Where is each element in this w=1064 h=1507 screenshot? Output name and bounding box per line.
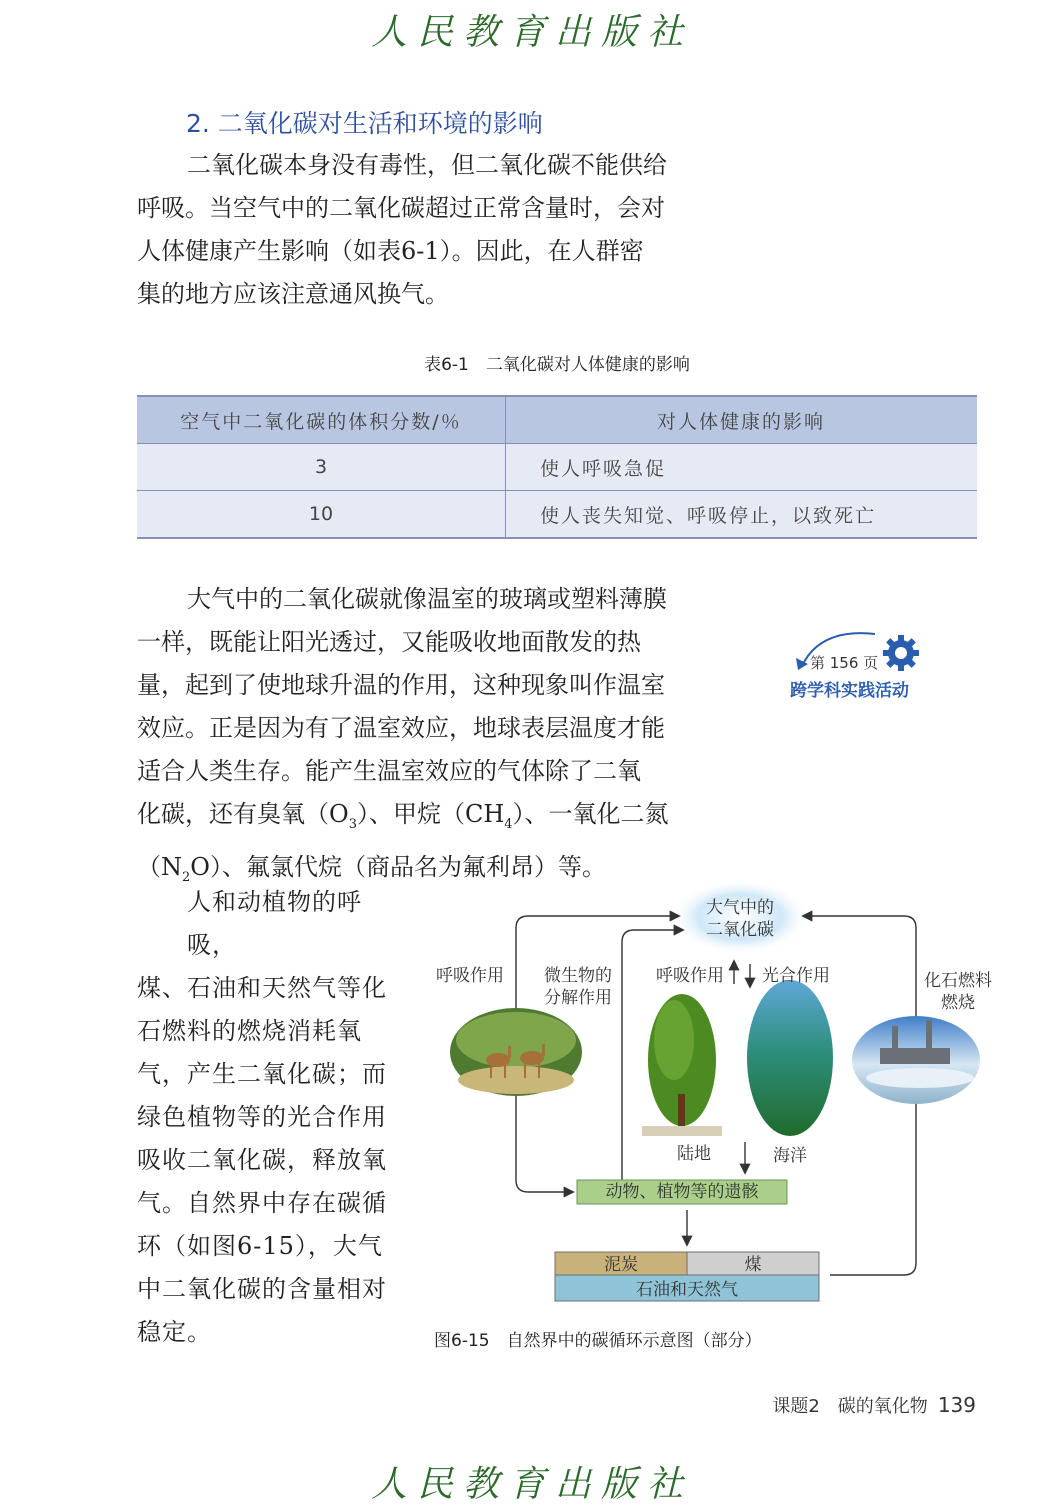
para3-line: 稳定。 xyxy=(137,1318,212,1346)
para2-line-6: 化碳，还有臭氧$(O_3)$、甲烷$(CH_4)$、一氧化二氮 xyxy=(137,800,669,832)
paragraph-2 xyxy=(137,578,697,899)
table-header-row xyxy=(137,396,977,444)
para1-line: 二氧化碳本身没有毒性，但二氧化碳不能供给 xyxy=(187,151,667,179)
para3-line: 气，产生二氧化碳；而 xyxy=(137,1060,387,1088)
table-cell: 使人丧失知觉、呼吸停止，以致死亡 xyxy=(506,491,978,539)
ocean-image xyxy=(747,980,833,1136)
paragraph-1 xyxy=(137,144,697,316)
para3-line: 中二氧化碳的含量相对 xyxy=(137,1275,387,1303)
para3-line: 绿色植物等的光合作用 xyxy=(137,1103,387,1131)
label-oil-gas: 石油和天然气 xyxy=(636,1280,738,1300)
para2-line-7: $(N_2O)$、氟氯代烷（商品名为氟利昂）等。 xyxy=(137,852,606,885)
table-header-cell: 空气中二氧化碳的体积分数/％ xyxy=(137,396,506,444)
label-land: 陆地 xyxy=(677,1144,711,1164)
publisher-watermark-bottom: 人民教育出版社 xyxy=(370,1464,693,1505)
para2-line: 适合人类生存。能产生温室效应的气体除了二氧 xyxy=(137,757,641,785)
para3-line: 石燃料的燃烧消耗氧 xyxy=(137,1017,362,1045)
para2-line: 大气中的二氧化碳就像温室的玻璃或塑料薄膜 xyxy=(187,585,667,613)
table-cell: 使人呼吸急促 xyxy=(506,444,978,491)
gear-icon xyxy=(883,635,919,671)
para1-line: 人体健康产生影响（如表6-1）。因此，在人群密 xyxy=(137,237,644,265)
para2-line: 效应。正是因为有了温室效应，地球表层温度才能 xyxy=(137,714,665,742)
cross-ref-page[interactable]: 第 156 页 xyxy=(810,654,879,672)
para2-line: 一样，既能让阳光透过，又能吸收地面散发的热 xyxy=(137,628,641,656)
paragraph-3 xyxy=(137,881,407,1354)
label-remains: 动物、植物等的遗骸 xyxy=(605,1182,759,1202)
table-row xyxy=(137,444,977,491)
label-microbe-decomposition: 微生物的 分解作用 xyxy=(544,966,612,1008)
label-peat: 泥炭 xyxy=(604,1255,638,1275)
page-number: 139 xyxy=(937,1393,976,1417)
para2-line: 量，起到了使地球升温的作用，这种现象叫作温室 xyxy=(137,671,665,699)
label-ocean: 海洋 xyxy=(773,1146,807,1166)
label-respiration-mid: 呼吸作用 xyxy=(656,966,724,986)
para1-line: 集的地方应该注意通风换气。 xyxy=(137,280,449,308)
label-atmosphere: 大气中的 二氧化碳 xyxy=(706,898,774,940)
para1-line: 呼吸。当空气中的二氧化碳超过正常含量时，会对 xyxy=(137,194,665,222)
factory-image xyxy=(852,1016,980,1104)
label-photosynthesis: 光合作用 xyxy=(762,966,830,986)
page-footer xyxy=(772,1392,976,1418)
table-caption: 表6-1 二氧化碳对人体健康的影响 xyxy=(424,355,690,375)
co2-health-table xyxy=(137,395,977,539)
table-row xyxy=(137,491,977,539)
arrow-animals-to-remains xyxy=(516,1085,572,1192)
deer-image xyxy=(450,1008,582,1096)
label-coal: 煤 xyxy=(744,1255,762,1275)
cross-ref-title[interactable]: 跨学科实践活动 xyxy=(790,681,909,701)
footer-chapter: 课题2 碳的氧化物 xyxy=(772,1396,928,1417)
para3-line: 气。自然界中存在碳循 xyxy=(137,1189,387,1217)
tree-image xyxy=(642,994,722,1136)
label-respiration-left: 呼吸作用 xyxy=(436,966,504,986)
para3-line: 吸收二氧化碳，释放氧 xyxy=(137,1146,387,1174)
table-cell: 3 xyxy=(137,444,506,491)
publisher-watermark-top: 人民教育出版社 xyxy=(370,12,693,53)
table-header-cell: 对人体健康的影响 xyxy=(506,396,978,444)
para3-line: 环（如图6-15），大气 xyxy=(137,1232,383,1260)
table-cell: 10 xyxy=(137,491,506,539)
section-heading: 2. 二氧化碳对生活和环境的影响 xyxy=(186,109,543,138)
para3-line: 人和动植物的呼吸， xyxy=(187,888,362,959)
label-fossil-burning: 化石燃料 燃烧 xyxy=(924,971,992,1013)
para3-line: 煤、石油和天然气等化 xyxy=(137,974,387,1002)
figure-caption: 图6-15 自然界中的碳循环示意图（部分） xyxy=(434,1331,762,1351)
